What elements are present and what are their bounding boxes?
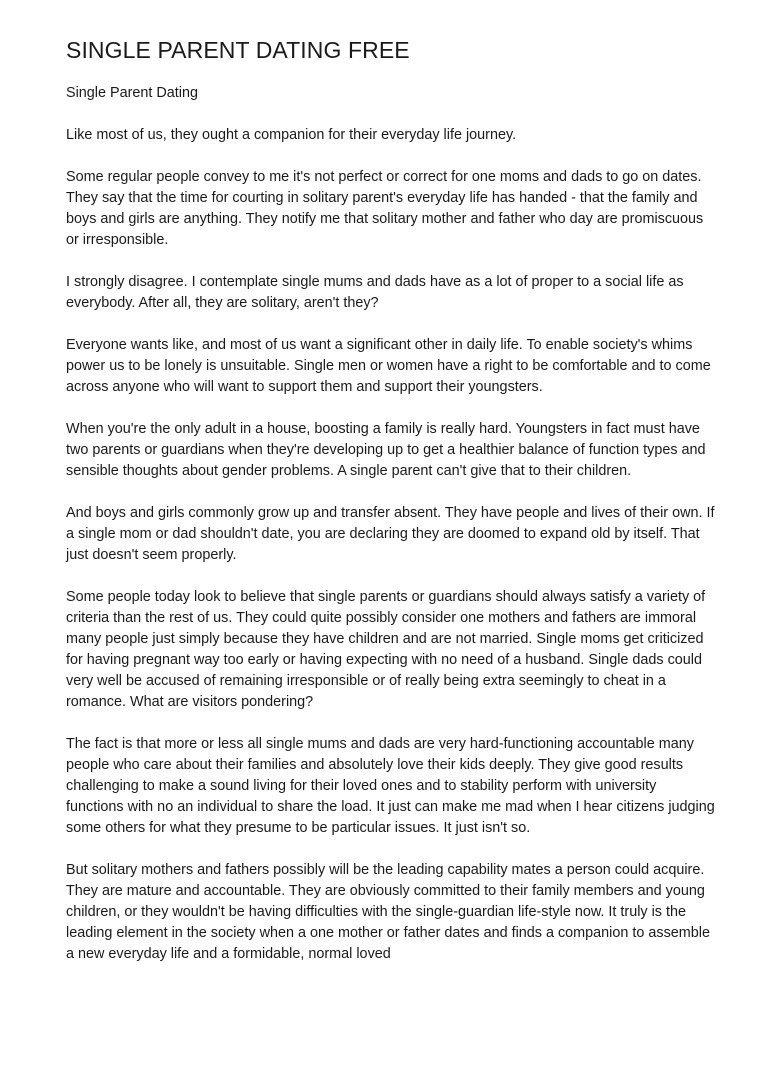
- paragraph-4: Everyone wants like, and most of us want a significant other in daily life. To enable society's whims power us to be lonely is unsuitable. Single men or women have a right to be comfortable and to come across anyone who will want to support them and support their youngsters.: [66, 337, 711, 395]
- document-body: [66, 35, 716, 986]
- paragraph-7: Some people today look to believe that single parents or guardians should always satisfy a variety of criteria than the rest of us. They could quite possibly consider one mothers and fathers are immoral many people just simply because they have children and are not married. Single moms get criticized for having pregnant way too early or having expecting with no need of a husband. Single dads could very well be accused of remaining irresponsible or of really being extra seemingly to cheat in a romance. What are visitors pondering?: [66, 589, 706, 710]
- paragraph-3: I strongly disagree. I contemplate single mums and dads have as a lot of proper to a social life as everybody. After all, they are solitary, aren't they?: [66, 274, 684, 311]
- paragraph-6: And boys and girls commonly grow up and transfer absent. They have people and lives of their own. If a single mom or dad shouldn't date, you are declaring they are doomed to expand old by itself. That just doesn't seem properly.: [66, 505, 715, 563]
- paragraph-9: But solitary mothers and fathers possibly will be the leading capability mates a person could acquire. They are mature and accountable. They are obviously committed to their family members and young children, or they wouldn't be having difficulties with the single-guardian life-style now. It truly is the leading element in the society when a one mother or father dates and finds a companion to assemble a new everyday life and a formidable, normal loved: [66, 862, 710, 962]
- section-heading: Single Parent Dating: [66, 85, 198, 101]
- paragraph-5: When you're the only adult in a house, boosting a family is really hard. Youngsters in fact must have two parents or guardians when they're developing up to get a healthier balance of function types and sensible thoughts about gender problems. A single parent can't give that to their children.: [66, 421, 706, 479]
- paragraph-1: Like most of us, they ought a companion for their everyday life journey.: [66, 127, 517, 143]
- paragraph-2: Some regular people convey to me it's not perfect or correct for one moms and dads to go on dates. They say that the time for courting in solitary parent's everyday life has handed - that the family and boys and girls are anything. They notify me that solitary mother and father who day are promiscuous or irresponsible.: [66, 169, 704, 248]
- page-title: SINGLE PARENT DATING FREE: [66, 37, 410, 63]
- paragraph-8: The fact is that more or less all single mums and dads are very hard-functioning accountable many people who care about their families and absolutely love their kids deeply. They give good results challenging to make a sound living for their loved ones and to stability perform with university functions with no an individual to share the load. It just can make me mad when I hear citizens judging some others for what they presume to be particular issues. It just isn't so.: [66, 736, 715, 836]
